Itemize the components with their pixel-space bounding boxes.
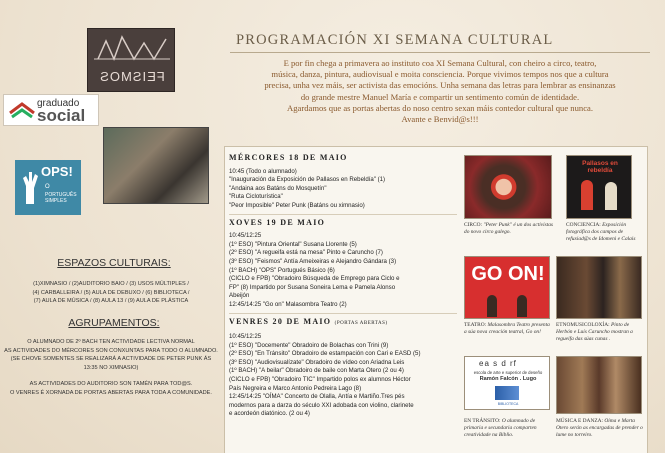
card-etno-text: Pinto de Herbón e Luís Caruncho mostran a regueifa das súas cunas . (556, 322, 633, 342)
espazos-line: (7) AULA DE MÚSICA / (8) AULA 13 / (9) AULA DE PLÁSTICA (33, 298, 189, 305)
schedule-line: (3º ESO) "Feismos" Antía Ameixeiras e Alejandro Gándara (3) (229, 257, 397, 265)
agrupamentos-line: AS ACTIVIDADES DO AUDITORIO SON TAMÉN PARA TOD@S. (29, 381, 193, 388)
schedule-line: Abeijón (229, 292, 250, 300)
schedule-line: (1º BACH) "A beilar" Obradoiro de baile con Marta Otero (2 ou 4) (229, 367, 404, 375)
espazos-line: (4) CARBALLEIRA / (5) AULA DE DEBUXO / (6) BIBLIOTECA / (32, 289, 190, 296)
card-circo-head: CIRCO: (464, 222, 482, 228)
espazos-title: ESPAZOS CULTURAIS: (57, 257, 171, 269)
go-on-poster (464, 256, 550, 319)
etnomusicoloxia-photo (556, 256, 642, 319)
easd-line2: Ramón Falcón . Lugo (479, 376, 537, 382)
schedule-line: 12:45/14:25 "OÍMA" Concerto de Olalla, Antía e Martiño.Tres pés (229, 393, 405, 401)
schedule-line: (1º ESO) "Pintura Oriental" Susana Llorente (5) (229, 240, 357, 248)
schedule-line: FP" (8) Impartido por Susana Soneira Lema e Pamela Alonso (229, 283, 396, 291)
schedule-line: (1º BACH) "OPS" Portugués Básico (6) (229, 266, 335, 274)
schedule-line: "Peor Imposible" Peter Punk (Batáns ou ximnasio) (229, 201, 365, 209)
schedule-line: 10:45/12:25 (229, 232, 262, 240)
card-musica-head: MÚSICA E DANZA: (556, 418, 604, 424)
page-title: PROGRAMACIÓN XI SEMANA CULTURAL (236, 32, 554, 48)
agrupamentos-list (4, 338, 218, 398)
card-teatro-text: Malasombra Teatro presenta a súa nova creación teatral, Go on! (464, 322, 550, 335)
schedule-line: modernos para a darza do século XXI adobada con violino, clarinete (229, 401, 414, 409)
card-transito-text: O alumnado de primaria e secundaria comparten creatividade na Biblio. (464, 418, 537, 438)
card-circo-text: "Peter Punk" é un dos activistas do novo circo galego. (464, 222, 553, 235)
go-on-poster-title: GO ON! (471, 263, 545, 285)
card-teatro-head: TEATRO: (464, 322, 487, 328)
schedule-line: (2º ESO) "A regueifa está na mesa" Pinto e Caruncho (7) (229, 249, 383, 257)
title-divider (230, 52, 650, 53)
conciencia-photo-title: Pallasos en rebeldía (582, 160, 618, 174)
day-divider (229, 313, 457, 314)
card-transito-caption (464, 418, 552, 438)
graduado-social-line2: social (37, 106, 86, 125)
easd-logo (464, 356, 550, 410)
intro-line: E por fin chega a primavera ao instituto coa XI Semana Cultural, con cheiro a circo, teatro, (283, 58, 597, 68)
circo-photo (464, 155, 552, 219)
feismos-logo-text: FEISMOS (99, 69, 165, 84)
schedule-line: 10:45 (Todo o alumnado) (229, 167, 297, 175)
card-conciencia-caption (566, 222, 642, 242)
day-title-wednesday: MÉRCORES 18 DE MAIO (229, 153, 348, 162)
day-title-friday-text: VENRES 20 DE MAIO (229, 316, 332, 326)
agrupamentos-line: O ALUMNADO DE 2º BACH TEN ACTIVIDADE LECTIVA NORMAL (27, 339, 195, 345)
card-etno-head: ETNOMUSICOLOXÍA: (556, 322, 610, 328)
biblioteca-label: BIBLIOTECA (497, 402, 519, 406)
ops-subtitle (45, 192, 77, 204)
schedule-line: (CICLO e FPB) "Obradoiro TIC" Impartido polos ex alumnos Héctor (229, 376, 411, 384)
schedule-line: 12:45/14:25 "Go on" Malasombra Teatro (2) (229, 300, 347, 308)
schedule-line: "Andaina aos Batáns do Mosquetín" (229, 184, 327, 192)
intro-line: precisa, unha vez máis, ser activista das emocións. Unha semana das letras para lembrar as ensinanzas (264, 80, 616, 91)
schedule-line: (CICLO e FPB) "Obradoiro Búsqueda de Emprego para Ciclo e (229, 275, 400, 283)
card-musica-caption (556, 418, 644, 438)
card-teatro-caption (464, 322, 552, 336)
agrupamentos-line: (SE CHOVE SOMENTES SE REALIZARÁ A ACTIVIDADE DE PETER PUNK ÁS 13:35 NO XIMNASIO) (10, 356, 212, 371)
figure-shape (581, 180, 593, 210)
intro-line: música, danza, pintura, audiovisual e moita consciencia. Porque vivimos tempos nos que a cultura (271, 69, 609, 80)
card-etno-caption (556, 322, 644, 342)
espazos-line: (1)XIMNASIO / (2)AUDITORIO BAIO / (3) USOS MÚLTIPLES / (33, 281, 189, 287)
figure-shape (487, 295, 497, 317)
schedule-line: 10:45/12:25 (229, 333, 262, 341)
day-title-friday (229, 318, 457, 329)
ops-logo (15, 160, 81, 215)
easd-logo-mark: ea s d rf (479, 359, 517, 368)
graduado-social-line1: graduado (37, 98, 80, 109)
agrupamentos-line: AS ACTIVIDADES DO MÉRCORES SON CONXUNTAS PARA TODO O ALUMNADO. (4, 347, 218, 354)
figure-shape (605, 182, 617, 210)
intro-line: do grande mestre Manuel María e compartir un sentimento común de identidade. (300, 91, 580, 102)
agrupamentos-title: AGRUPAMENTOS: (68, 317, 160, 329)
day-title-thursday: XOVES 19 DE MAIO (229, 217, 326, 227)
espazos-list (4, 280, 218, 306)
graduado-social-logo (3, 94, 99, 126)
exhibition-photo (103, 127, 209, 204)
graduado-social-mark-icon (8, 101, 36, 121)
schedule-line: "Inauguración da Exposición de Pallasos en Rebeldía" (1) (229, 176, 386, 184)
hand-icon (20, 168, 40, 206)
ops-o: O (45, 184, 50, 190)
conciencia-photo (566, 155, 632, 219)
card-transito-head: EN TRÁNSITO: (464, 418, 501, 424)
agrupamentos-line: O VENRES É XORNADA DE PORTAS ABERTAS PARA TODA A COMUNIDADE. (10, 389, 212, 396)
card-circo-caption (464, 222, 554, 236)
schedule-line: País Negreira e Marco Antonio Pedreira Lago (8) (229, 384, 362, 392)
intro-line: Agardamos que as portas abertas do noso centro sexan máis contedor cultural que nunca. (287, 102, 593, 113)
ops-line2: SIMPLES (45, 198, 67, 204)
schedule-line: (1º ESO) "Docemente" Obradoiro de Bolachas con Trini (9) (229, 341, 389, 349)
feismos-logo (87, 28, 175, 92)
left-column (0, 0, 222, 453)
schedule-line: (3º ESO) "Audiovisualízate" Obradoiro de vídeo con Ariadna Leis (229, 358, 405, 366)
ops-line1: PORTUGUÊS (45, 192, 77, 198)
book-icon (495, 386, 519, 400)
intro-text (230, 58, 650, 125)
card-conciencia-head: CONCIENCIA: (566, 222, 601, 228)
musica-danza-photo (556, 356, 642, 414)
day-subtitle-friday: (PORTAS ABERTAS) (334, 320, 388, 326)
day-divider (229, 214, 457, 215)
schedule (229, 152, 457, 453)
intro-line: Avante e Benvid@s!!! (401, 114, 479, 125)
ops-title: OPS! (41, 164, 73, 179)
agrupamentos-spacer (4, 372, 218, 380)
easd-line1: escola de arte e superior de deseño (473, 370, 543, 375)
figure-shape (517, 295, 527, 317)
schedule-line: (2º ESO) "En Tránsito" Obradoiro de estampación con Cari e EASD (5) (229, 350, 421, 358)
card-musica-text: Oíma e Marta Otero serán as encargadas de prender o lume no torreiro. (556, 418, 643, 438)
card-conciencia-text: Exposición fotográfica dos campos de refuxiad@s de Idomeni e Calais (566, 222, 636, 242)
schedule-line: e acordeón diatónico. (2 ou 4) (229, 410, 310, 418)
schedule-line: "Ruta Cicloturística" (229, 193, 283, 201)
